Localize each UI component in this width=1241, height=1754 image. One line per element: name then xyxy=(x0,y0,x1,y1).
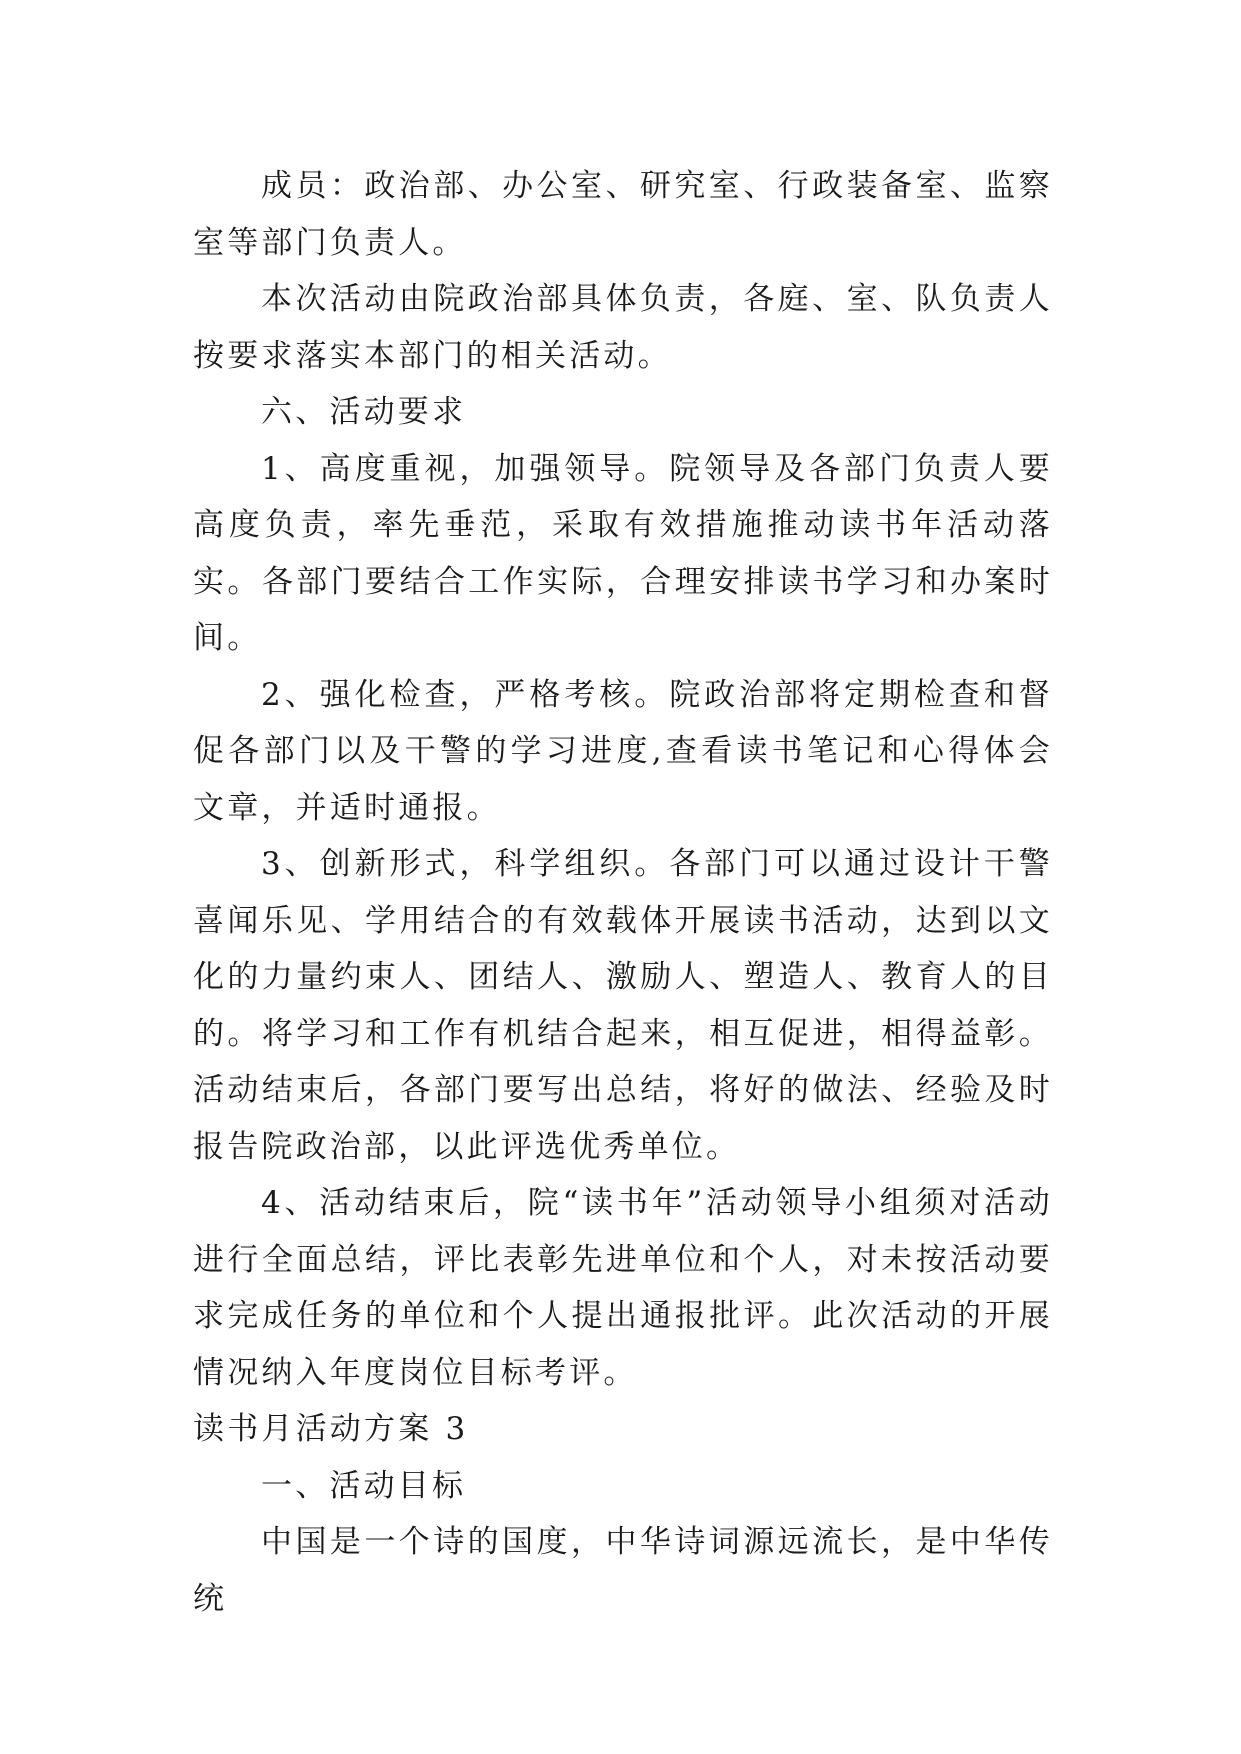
paragraph-responsibility: 本次活动由院政治部具体负责，各庭、室、队负责人按要求落实本部门的相关活动。 xyxy=(193,281,1053,374)
document-body xyxy=(193,158,1053,1627)
section-heading-requirements: 六、活动要求 xyxy=(261,394,467,430)
paragraph-requirement-2: 2、强化检查，严格考核。院政治部将定期检查和督促各部门以及干警的学习进度,查看读书笔记和心得体会文章，并适时通报。 xyxy=(193,676,1053,826)
paragraph-requirement-1: 1、高度重视，加强领导。院领导及各部门负责人要高度负责，率先垂范，采取有效措施推动读书年活动落实。各部门要结合工作实际，合理安排读书学习和办案时间。 xyxy=(193,450,1053,656)
section-heading-goals: 一、活动目标 xyxy=(261,1467,467,1504)
paragraph-members: 成员：政治部、办公室、研究室、行政装备室、监察室等部门负责人。 xyxy=(193,168,1053,261)
paragraph-goals-intro: 中国是一个诗的国度，中华诗词源远流长，是中华传统 xyxy=(193,1524,1053,1617)
document-title-plan-3: 读书月活动方案 3 xyxy=(193,1411,469,1447)
paragraph-requirement-4: 4、活动结束后，院“读书年”活动领导小组须对活动进行全面总结，评比表彰先进单位和个人，对未按活动要求完成任务的单位和个人提出通报批评。此次活动的开展情况纳入年度岗位目标考评。 xyxy=(193,1185,1053,1391)
paragraph-requirement-3: 3、创新形式，科学组织。各部门可以通过设计干警喜闻乐见、学用结合的有效载体开展读书活动，达到以文化的力量约束人、团结人、激励人、塑造人、教育人的目的。将学习和工作有机结合起来，相互促进，相得益彰。活动结束后，各部门要写出总结，将好的做法、经验及时报告院政治部，以此评选优秀单位。 xyxy=(193,846,1053,1165)
